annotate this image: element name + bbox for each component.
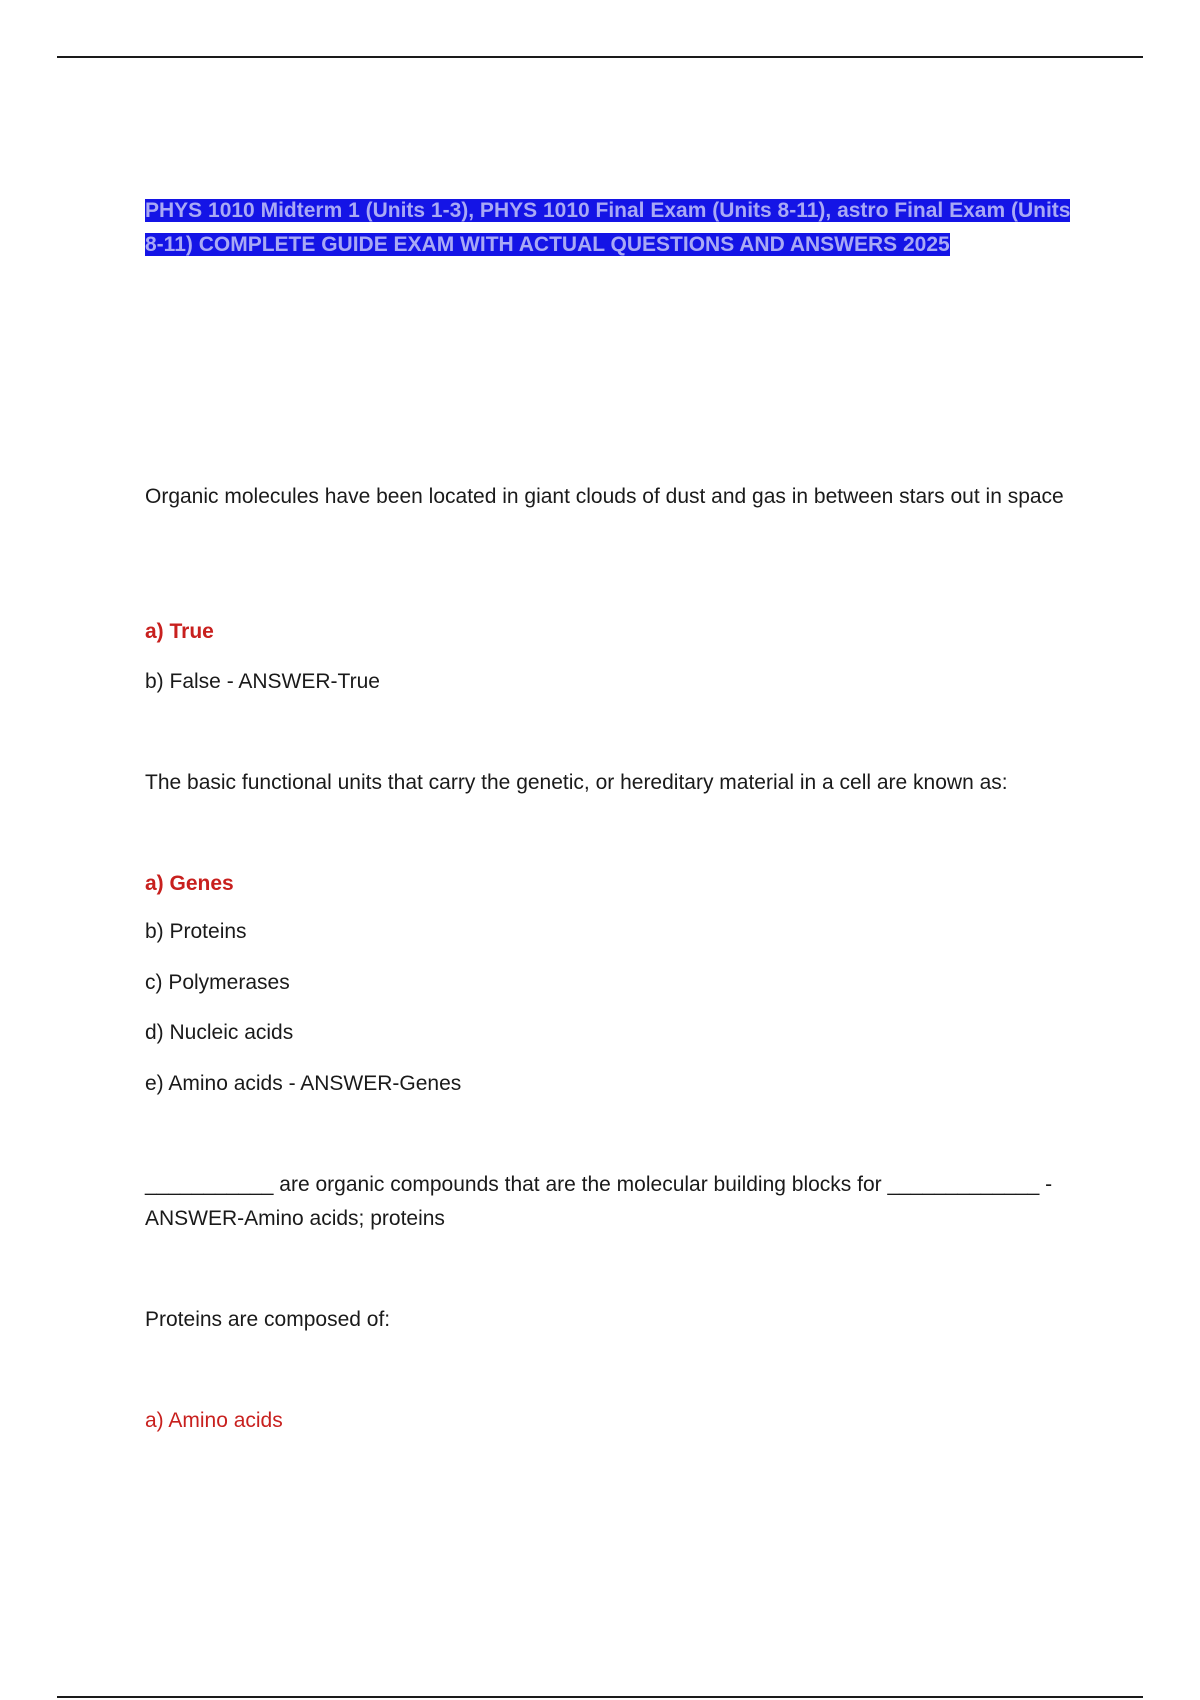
question-4-option-a: a) Amino acids bbox=[145, 1409, 283, 1432]
footer-rule bbox=[57, 1696, 1143, 1698]
question-3-prompt: ___________ are organic compounds that are the molecular building blocks for _____________ - ANSWER-Amino acids; proteins bbox=[145, 1173, 1053, 1230]
document-title-text: PHYS 1010 Midterm 1 (Units 1-3), PHYS 1010 Final Exam (Units 8-11), astro Final Exam (Units 8-11) COMPLETE GUIDE EXAM WITH ACTUAL QUESTIONS AND ANSWERS 2025 bbox=[145, 199, 1071, 256]
question-1-option-a: a) True bbox=[145, 620, 214, 643]
question-2-option-c: c) Polymerases bbox=[145, 971, 290, 994]
question-1-prompt: Organic molecules have been located in giant clouds of dust and gas in between stars out in space bbox=[145, 485, 1064, 508]
question-2-option-b: b) Proteins bbox=[145, 920, 247, 943]
question-2-option-e: e) Amino acids - ANSWER-Genes bbox=[145, 1072, 462, 1095]
question-1-option-b: b) False - ANSWER-True bbox=[145, 670, 380, 693]
question-2-option-d: d) Nucleic acids bbox=[145, 1021, 294, 1044]
question-4-prompt: Proteins are composed of: bbox=[145, 1308, 391, 1331]
document-title bbox=[145, 194, 1075, 262]
question-2-option-a: a) Genes bbox=[145, 872, 234, 895]
header-rule bbox=[57, 56, 1143, 58]
question-2-prompt: The basic functional units that carry the genetic, or hereditary material in a cell are known as: bbox=[145, 771, 1008, 794]
